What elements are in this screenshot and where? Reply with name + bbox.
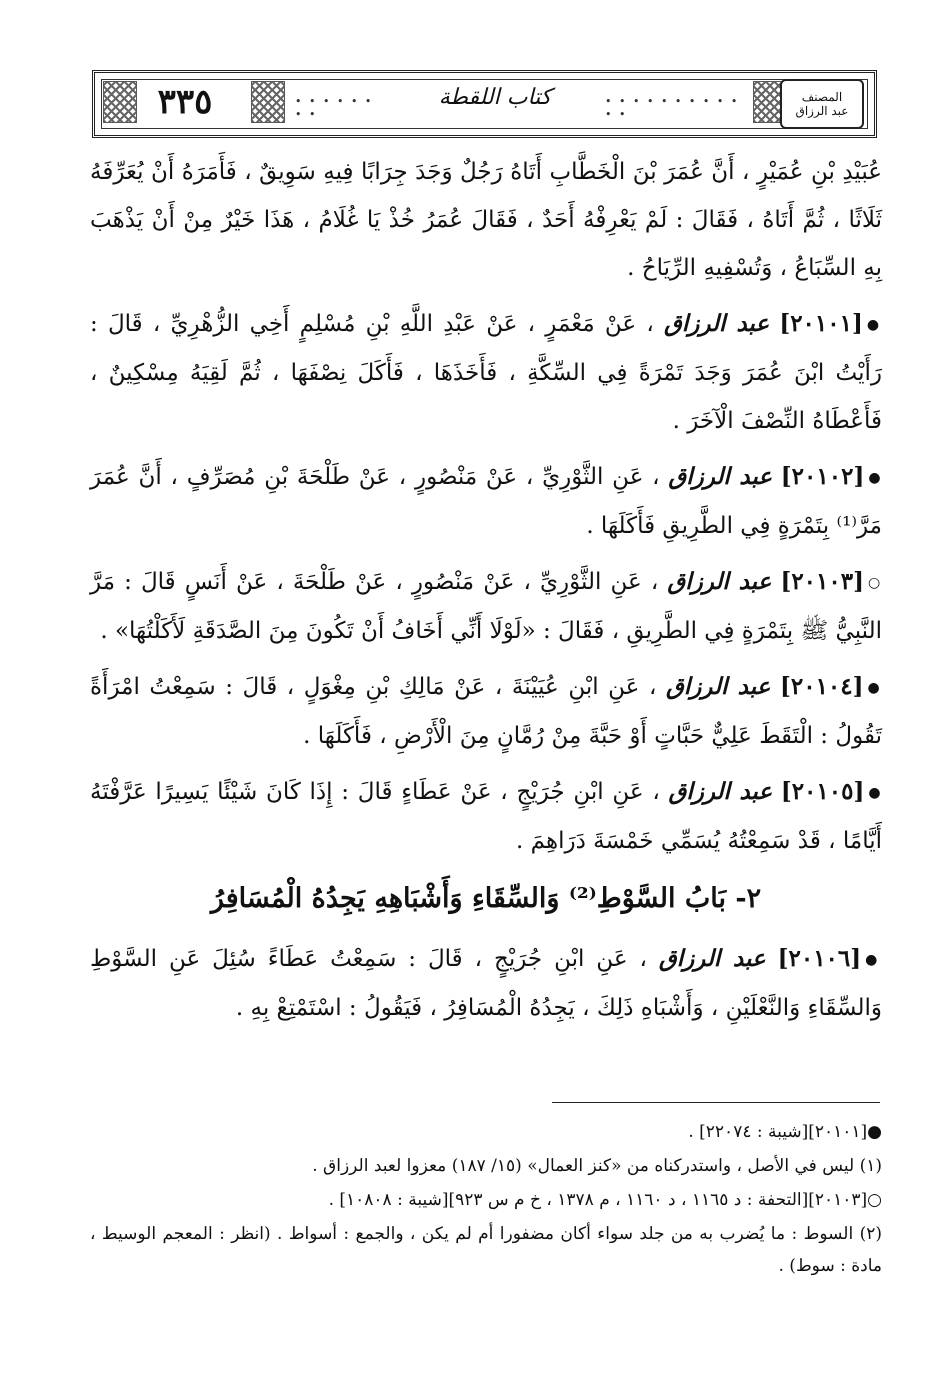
entry-number: [٢٠١٠٦] <box>777 945 862 972</box>
entry-bullet-icon: ● <box>865 952 882 968</box>
seal-line-1: المصنف <box>801 90 843 104</box>
running-title: كتاب اللقطة <box>438 85 552 110</box>
ornament-mid-left-icon <box>251 81 285 123</box>
entry-number: [٢٠١٠٣] <box>780 568 864 595</box>
entry-author: عبد الرزاق <box>668 463 772 490</box>
entry-author: عبد الرزاق <box>658 945 766 972</box>
chapter-heading: ٢- بَابُ السَّوْطِ⁽²⁾ وَالسِّقَاءِ وَأَشْبَاهِهِ يَجِدُهُ الْمُسَافِرُ <box>210 883 762 914</box>
page-number: ٣٣٥ <box>157 82 213 122</box>
main-text <box>90 148 882 1040</box>
entry-number: [٢٠١٠٤] <box>779 673 864 700</box>
hadith-entry <box>90 558 882 655</box>
entry-text: ، عَنِ ابْنِ جُرَيْجٍ ، قَالَ : سَمِعْتُ عَطَاءً سُئِلَ عَنِ السَّوْطِ وَالسِّقَاءِ وَالنَّعْلَيْنِ ، وَأَشْبَاهِ ذَلِكَ ، يَجِدُهُ الْمُسَافِرُ ، فَيَقُولُ : اسْتَمْتِعْ بِهِ . <box>90 946 882 1021</box>
entry-bullet-icon: ● <box>868 470 882 486</box>
entry-bullet-icon: ● <box>867 680 882 696</box>
hadith-entry <box>90 768 882 865</box>
entry-text: ، عَنِ الثَّوْرِيِّ ، عَنْ مَنْصُورٍ ، عَنْ طَلْحَةَ بْنِ مُصَرِّفٍ ، أَنَّ عُمَرَ مَرَّ⁽¹⁾ بِتَمْرَةٍ فِي الطَّرِيقِ فَأَكَلَهَا . <box>90 464 882 539</box>
footnote: ○[٢٠١٠٣][التحفة : د ١١٦٥ ، د ١١٦٠ ، م ١٣٧٨ ، خ م س ٩٢٣][شيبة : ١٠٨٠٨] . <box>328 1190 882 1210</box>
entry-bullet-icon: ● <box>866 317 882 333</box>
footnote: (١) ليس في الأصل ، واستدركناه من «كنز العمال» (١٥/ ١٨٧) معزوا لعبد الرزاق . <box>312 1156 882 1176</box>
hadith-entry <box>90 453 882 550</box>
running-header <box>92 70 877 138</box>
entry-text: ، عَنْ مَعْمَرٍ ، عَنْ عَبْدِ اللَّهِ بْنِ مُسْلِمٍ أَخِي الزُّهْرِيِّ ، قَالَ : رَأَيْتُ ابْنَ عُمَرَ وَجَدَ تَمْرَةً فِي السِّكَّةِ ، فَأَخَذَهَا ، فَأَكَلَ نِصْفَهَا ، ثُمَّ لَقِيَهُ مِسْكِينٌ ، فَأَعْطَاهُ النِّصْفَ الْآخَرَ . <box>90 311 882 434</box>
entry-number: [٢٠١٠٢] <box>780 463 865 490</box>
footnote: ●[٢٠١٠١][شيبة : ٢٢٠٧٤] . <box>688 1122 882 1142</box>
entry-author: عبد الرزاق <box>664 310 770 337</box>
entry-author: عبد الرزاق <box>668 778 773 805</box>
entry-text: ، عَنِ ابْنِ عُيَيْنَةَ ، عَنْ مَالِكِ بْنِ مِغْوَلٍ ، قَالَ : سَمِعْتُ امْرَأَةً تَقُولُ : الْتَقَطَ عَلِيٌّ حَبَّاتٍ أَوْ حَبَّةَ مِنْ رُمَّانٍ مِنَ الْأَرْضِ ، فَأَكَلَهَا . <box>90 674 882 749</box>
divider-dots-right: • • • • • • • • • • • • <box>605 95 740 121</box>
entry-number: [٢٠١٠١] <box>779 310 863 337</box>
entry-text: ، عَنِ ابْنِ جُرَيْجٍ ، عَنْ عَطَاءٍ قَالَ : إِذَا كَانَ شَيْئًا يَسِيرًا عَرَّفْتَهُ أَيَّامًا ، قَدْ سَمِعْتُهُ يُسَمِّي خَمْسَةَ دَرَاهِمَ . <box>90 779 882 854</box>
entry-author: عبد الرزاق <box>667 568 772 595</box>
seal-line-2: عبد الرزاق <box>795 104 849 118</box>
hadith-entry <box>90 300 882 445</box>
entry-bullet-icon: ● <box>868 785 883 801</box>
footnote: (٢) السوط : ما يُضرب به من جلد سواء أكان مضفورا أم لم يكن ، والجمع : أسواط . (انظر : المعجم الوسيط ، مادة : سوط) . <box>90 1224 882 1276</box>
hadith-entry <box>90 663 882 760</box>
book-seal-logo <box>780 79 864 129</box>
entry-author: عبد الرزاق <box>665 673 771 700</box>
continuation-paragraph: عُبَيْدِ بْنِ عُمَيْرٍ ، أَنَّ عُمَرَ بْنَ الْخَطَّابِ أَتَاهُ رَجُلٌ وَجَدَ جِرَابًا فِيهِ سَوِيقٌ ، فَأَمَرَهُ أَنْ يُعَرِّفَهُ ثَلَاثًا ، ثُمَّ أَتَاهُ ، فَقَالَ : لَمْ يَعْرِفْهُ أَحَدٌ ، فَقَالَ عُمَرُ خُذْ يَا غُلَامُ ، هَذَا خَيْرٌ مِنْ أَنْ يَذْهَبَ بِهِ السِّبَاعُ ، وَتُسْفِيهِ الرِّيَاحُ . <box>90 159 882 281</box>
hadith-entry <box>90 935 882 1032</box>
divider-dots-left: • • • • • • • • <box>295 95 374 121</box>
entry-number: [٢٠١٠٥] <box>780 778 865 805</box>
entry-bullet-icon: ○ <box>868 575 883 591</box>
entry-text: ، عَنِ الثَّوْرِيِّ ، عَنْ مَنْصُورٍ ، عَنْ طَلْحَةَ ، عَنْ أَنَسٍ قَالَ : مَرَّ النَّبِيُّ ﷺ بِتَمْرَةٍ فِي الطَّرِيقِ ، فَقَالَ : «لَوْلَا أَنِّي أَخَافُ أَنْ تَكُونَ مِنَ الصَّدَقَةِ لَأَكَلْتُهَا» . <box>90 569 882 644</box>
footnote-separator <box>552 1102 880 1103</box>
footnotes <box>90 1116 882 1284</box>
